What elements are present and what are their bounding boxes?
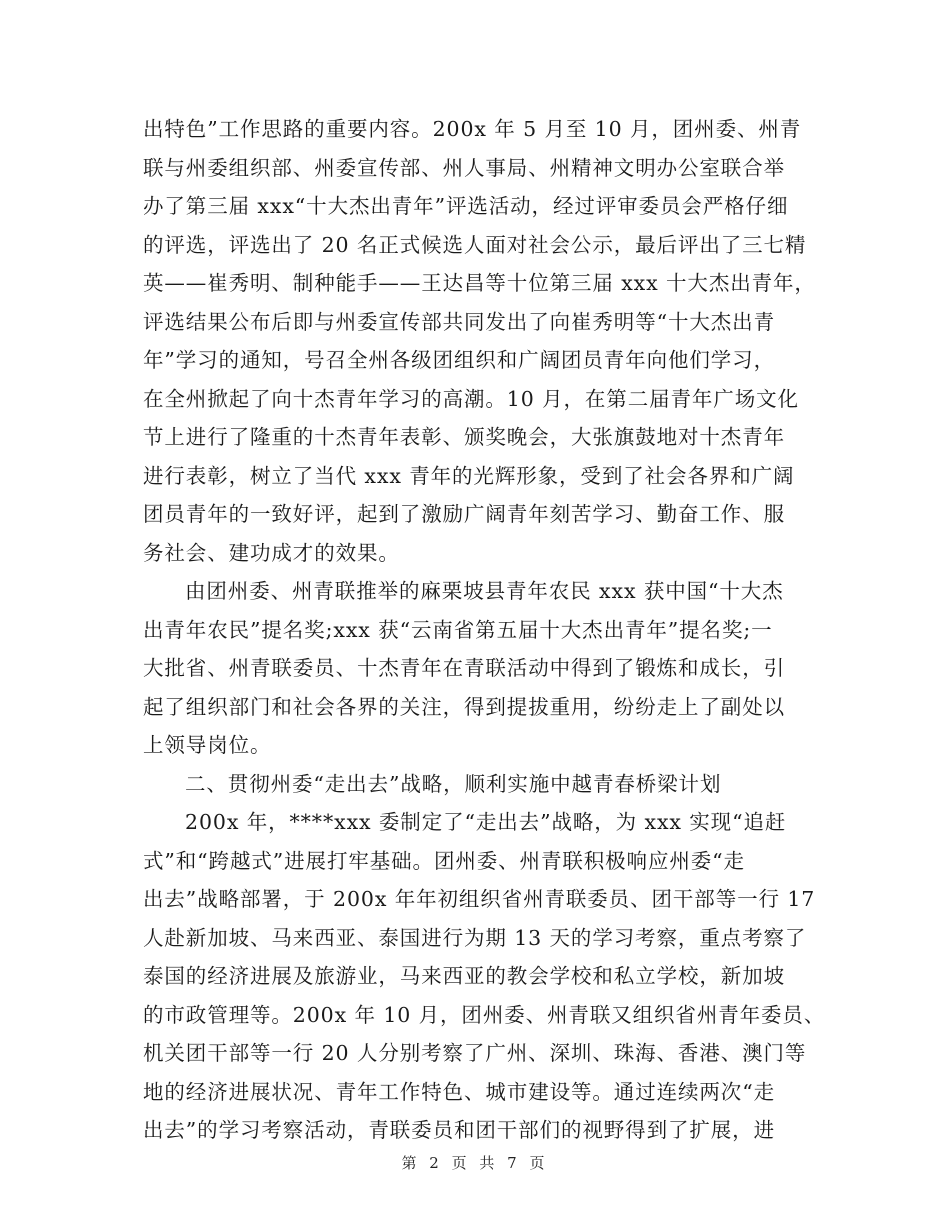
text-line: 人赴新加坡、马来西亚、泰国进行为期 13 天的学习考察，重点考察了 [143, 925, 807, 950]
text-line: 英——崔秀明、制种能手——王达昌等十位第三届 xxx 十大杰出青年， [143, 271, 816, 295]
text-line: 出去”战略部署，于 200x 年年初组织省州青联委员、团干部等一行 17 [143, 887, 816, 911]
text-line: 大批省、州青联委员、十杰青年在青联活动中得到了锻炼和成长，引 [143, 656, 785, 680]
text-line: 的评选，评选出了 20 名正式候选人面对社会公示，最后评出了三七精 [143, 232, 807, 257]
text-line: 由团州委、州青联推举的麻栗坡县青年农民 xxx 获中国“十大杰 [185, 579, 784, 603]
text-line: 200x 年，****xxx 委制定了“走出去”战略，为 xxx 实现“追赶 [185, 810, 787, 834]
text-line: 地的经济进展状况、青年工作特色、城市建设等。通过连续两次“走 [143, 1079, 775, 1104]
text-line: 泰国的经济进展及旅游业，马来西亚的教会学校和私立学校，新加坡 [143, 964, 785, 988]
text-line: 起了组织部门和社会各界的关注，得到提拔重用，纷纷走上了副处以 [143, 694, 785, 719]
text-line: 出特色”工作思路的重要内容。200x 年 5 月至 10 月，团州委、州青 [143, 117, 802, 141]
text-line: 团员青年的一致好评，起到了激励广阔青年刻苦学习、勤奋工作、服 [143, 502, 785, 526]
text-line: 评选结果公布后即与州委宣传部共同发出了向崔秀明等“十大杰出青 [143, 309, 775, 334]
text-line: 出去”的学习考察活动，青联委员和团干部们的视野得到了扩展，进 [143, 1118, 775, 1142]
text-line: 的市政管理等。200x 年 10 月，团州委、州青联又组织省州青年委员、 [143, 1002, 826, 1027]
text-line: 节上进行了隆重的十杰青年表彰、颁奖晚会，大张旗鼓地对十杰青年 [143, 425, 785, 449]
page-footer: 第 2 页 共 7 页 [401, 1154, 549, 1172]
text-line: 上领导岗位。 [143, 733, 272, 757]
text-line: 联与州委组织部、州委宣传部、州人事局、州精神文明办公室联合举 [143, 155, 785, 180]
text-line: 务社会、建功成才的效果。 [143, 540, 400, 565]
text-line: 机关团干部等一行 20 人分别考察了广州、深圳、珠海、香港、澳门等 [143, 1041, 807, 1065]
text-line: 出青年农民”提名奖;xxx 获“云南省第五届十大杰出青年”提名奖;一 [143, 617, 773, 642]
text-line: 办了第三届 xxx“十大杰出青年”评选活动，经过评审委员会严格仔细 [143, 194, 789, 218]
text-line: 进行表彰，树立了当代 xxx 青年的光辉形象，受到了社会各界和广阔 [143, 463, 795, 488]
body-text [143, 110, 826, 1150]
text-line: 在全州掀起了向十杰青年学习的高潮。10 月，在第二届青年广场文化 [143, 386, 799, 411]
text-line: 式”和“跨越式”进展打牢基础。团州委、州青联积极响应州委“走 [143, 848, 745, 873]
text-line: 年”学习的通知，号召全州各级团组织和广阔团员青年向他们学习， [143, 348, 775, 372]
text-line: 二、贯彻州委“走出去”战略，顺利实施中越青春桥梁计划 [185, 771, 722, 796]
